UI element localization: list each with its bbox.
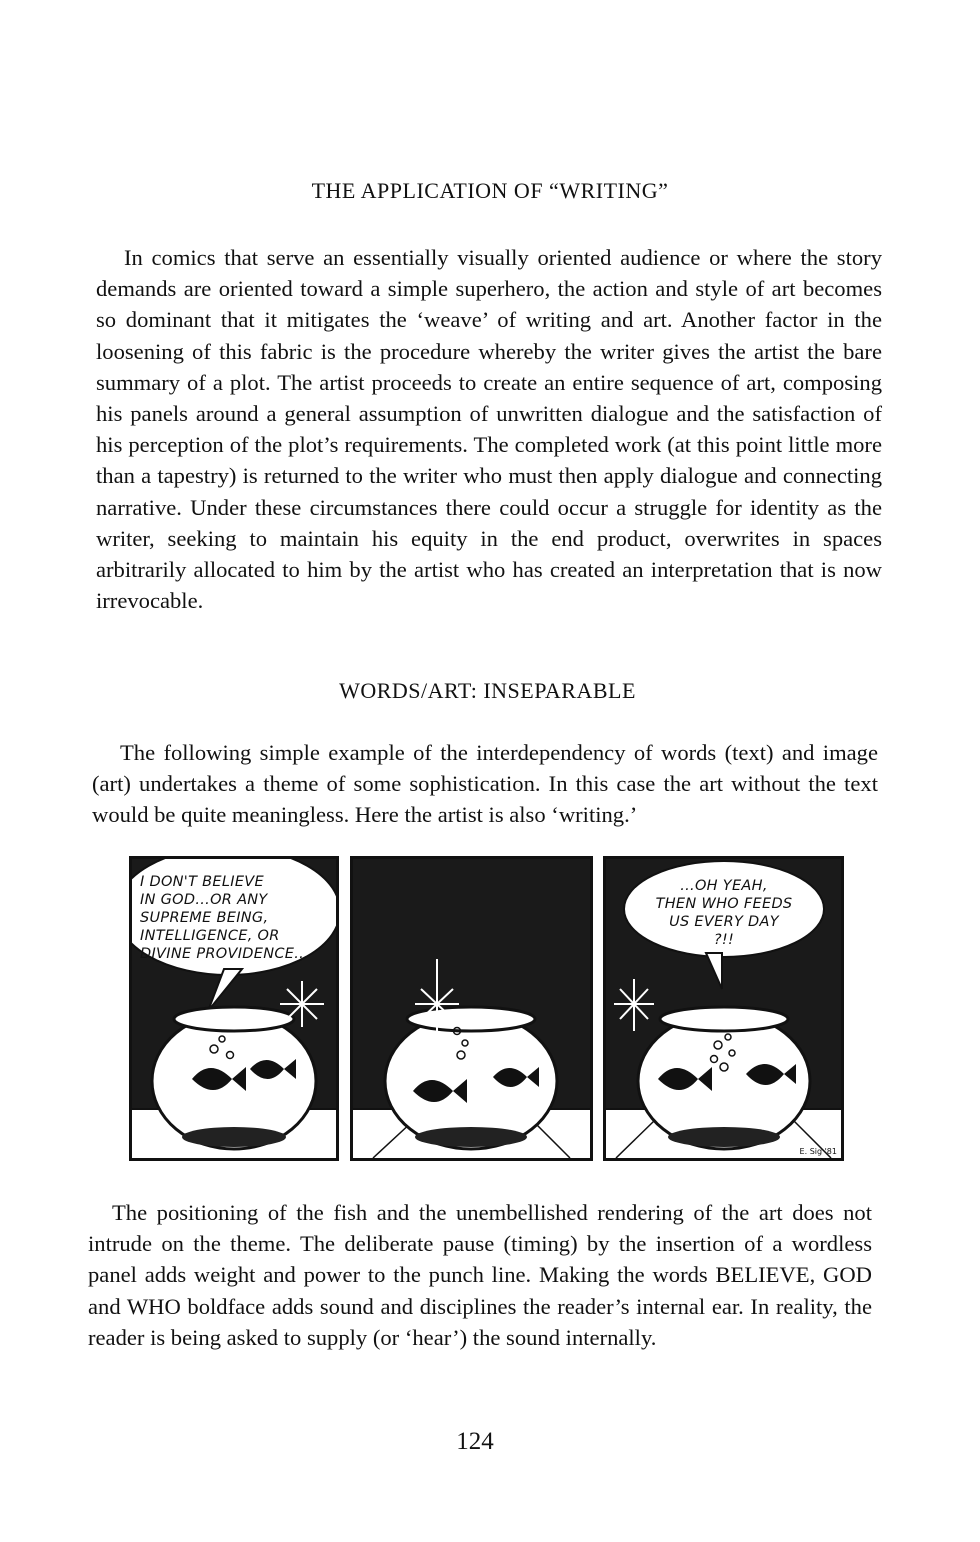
artist-signature: E. Sig '81	[799, 1147, 837, 1156]
speech-balloon-disbelief: I DON'T BELIEVE IN GOD...OR ANY SUPREME BEING, INTELLIGENCE, OR DIVINE PROVIDENCE...	[140, 874, 309, 962]
section-heading-words-art: WORDS/ART: INSEPARABLE	[339, 678, 636, 703]
fishbowl-illustration-silent	[353, 859, 590, 1158]
comic-panel-3	[603, 856, 844, 1161]
comic-panel-1	[129, 856, 339, 1161]
paragraph-analysis: The positioning of the fish and the unembellished rendering of the art does not intrude on the theme. The deliberate pause (timing) by the insertion of a wordless panel adds weight and power to the punch line. Making the words BELIEVE, GOD and WHO boldface adds sound and disciplines the reader’s internal ear. In reality, the reader is being asked to supply (or ‘hear’) the sound internally.	[88, 1200, 872, 1350]
page-number: 124	[456, 1428, 494, 1455]
comic-panel-2	[350, 856, 593, 1161]
paragraph-application: In comics that serve an essentially visually oriented audience or where the story demands are oriented toward a simple superhero, the action and style of art becomes so dominant that it mitigates the ‘weave’ of writing and art. Another factor in the loosening of this fabric is the procedure whereby the writer gives the artist the bare summary of a plot. The artist proceeds to create an entire sequence of art, composing his panels around a general assumption of unwritten dialogue and the satisfaction of his perception of the plot’s requirements. The completed work (at this point little more than a tapestry) is returned to the writer who must then apply dialogue and connecting narrative. Under these circumstances there could occur a struggle for identity as the writer, seeking to maintain his equity in the end product, overwrites in spaces arbitrarily allocated to him by the artist who has created an interpretation that is now irrevocable.	[96, 245, 882, 614]
paragraph-example-intro: The following simple example of the interdependency of words (text) and image (art) undertakes a theme of some sophistication. In this case the art without the text would be quite meaningless. Here the artist is also ‘writing.’	[92, 740, 878, 828]
section-heading-application: THE APPLICATION OF “WRITING”	[311, 178, 669, 203]
speech-balloon-punchline: ...OH YEAH, THEN WHO FEEDS US EVERY DAY ?!!	[655, 878, 793, 948]
